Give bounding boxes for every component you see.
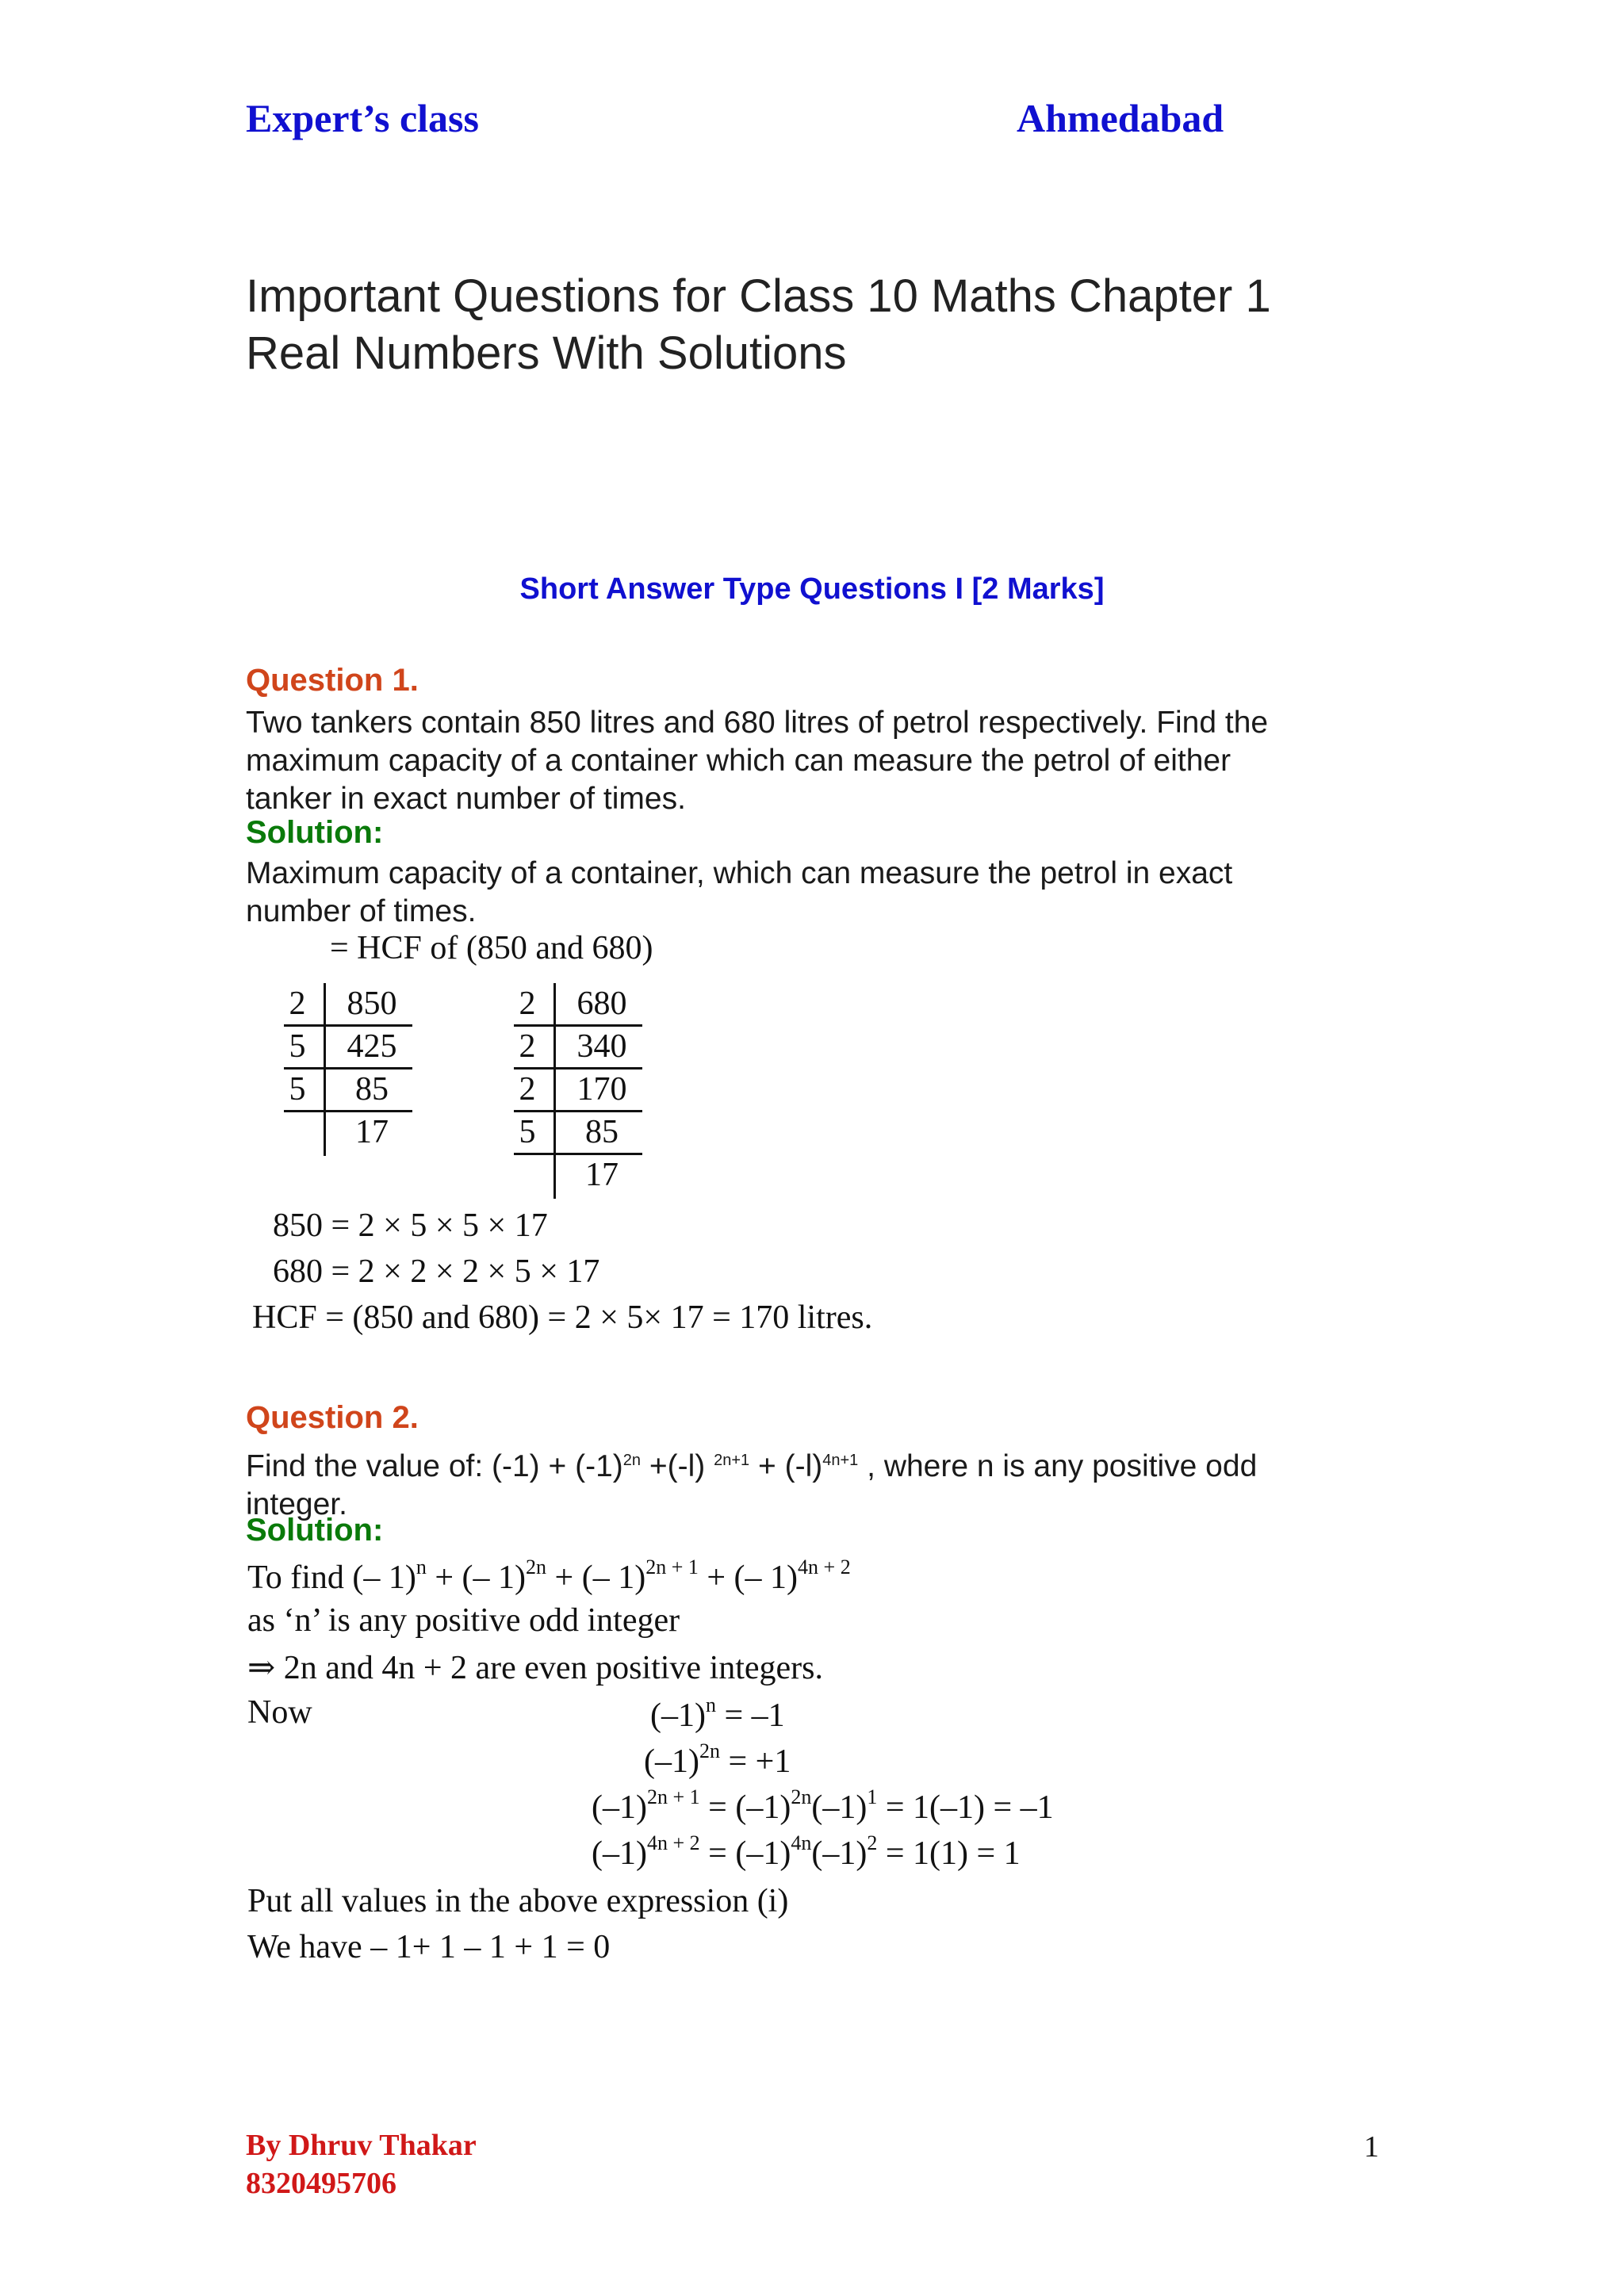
math-exponent: 2n + 1: [645, 1556, 699, 1578]
question-2-heading: Question 2.: [246, 1400, 419, 1435]
solution-1-text: [246, 855, 1594, 931]
ladder-underline: [514, 1153, 642, 1155]
q2-exponent: 4n+1: [822, 1452, 859, 1469]
quotient: 17: [585, 1157, 619, 1193]
question-1-line: Two tankers contain 850 litres and 680 litres of petrol respectively. Find the: [246, 706, 1269, 740]
math-part: = 1(1) = 1: [877, 1835, 1021, 1872]
q2-text-part: Find the value of: (-1) + (-1): [246, 1449, 623, 1483]
q2-exponent: 2n: [622, 1452, 642, 1469]
quotient: 850: [347, 985, 397, 1022]
math-part: (–1): [644, 1743, 699, 1780]
math-exponent: 2n: [699, 1739, 720, 1762]
divisor: 2: [519, 1028, 536, 1065]
ladder-underline: [514, 1067, 642, 1070]
math-exponent: 2n: [526, 1556, 547, 1578]
division-ladder-680: [508, 980, 682, 1202]
equation-2: [644, 1739, 791, 1781]
solution-2-now: Now: [247, 1694, 312, 1731]
factorization-680: 680 = 2 × 2 × 2 × 5 × 17: [273, 1253, 600, 1290]
ladder-underline: [514, 1110, 642, 1112]
ladder-vertical-line: [324, 983, 326, 1156]
solution-2-label: Solution:: [246, 1513, 384, 1548]
math-part: (–1): [592, 1789, 647, 1826]
solution-2-line: ⇒ 2n and 4n + 2 are even positive integers.: [247, 1650, 824, 1686]
q2-text-part: +(-l): [641, 1449, 714, 1483]
math-part: (–1): [811, 1789, 868, 1826]
q2-exponent: 2n+1: [714, 1452, 750, 1469]
divisor: 5: [289, 1071, 306, 1108]
page-title-line1: Important Questions for Class 10 Maths Chapter 1: [246, 270, 1271, 322]
divisor: 5: [519, 1114, 536, 1150]
solution-1-line: number of times.: [246, 894, 477, 928]
header-right: Ahmedabad: [1017, 96, 1224, 140]
page-number: 1: [1364, 2130, 1379, 2164]
math-part: + (– 1): [546, 1559, 646, 1596]
math-part: = 1(–1) = –1: [877, 1789, 1054, 1826]
divisor: 5: [289, 1028, 306, 1065]
math-part: (–1): [592, 1835, 647, 1872]
math-part: + (– 1): [698, 1559, 799, 1596]
ladder-underline: [284, 1067, 412, 1070]
solution-2-find: [247, 1556, 851, 1597]
solution-1-line: Maximum capacity of a container, which can measure the petrol in exact: [246, 856, 1233, 890]
page-title: [246, 268, 1554, 382]
math-exponent: n: [705, 1693, 716, 1716]
ladder-underline: [514, 1024, 642, 1027]
divisor: 2: [289, 985, 306, 1022]
quotient: 425: [347, 1028, 397, 1065]
hcf-result: HCF = (850 and 680) = 2 × 5× 17 = 170 litres.: [252, 1299, 873, 1336]
math-part: + (– 1): [426, 1559, 527, 1596]
math-part: (–1): [650, 1697, 706, 1734]
math-part: To find (– 1): [247, 1559, 416, 1596]
footer-author-name: By Dhruv Thakar: [246, 2129, 477, 2162]
math-part: = +1: [719, 1743, 791, 1780]
math-exponent: 4n: [791, 1831, 812, 1854]
footer-phone: 8320495706: [246, 2167, 396, 2200]
factorization-850: 850 = 2 × 5 × 5 × 17: [273, 1207, 548, 1244]
q2-text-part: , where n is any positive odd: [858, 1449, 1258, 1483]
footer-author: [246, 2126, 477, 2202]
solution-1-label: Solution:: [246, 815, 384, 850]
divisor: 2: [519, 1071, 536, 1108]
math-exponent: 4n + 2: [798, 1556, 851, 1578]
equation-3: [592, 1785, 1054, 1827]
divisor: 2: [519, 985, 536, 1022]
math-exponent: 4n + 2: [646, 1831, 700, 1854]
quotient: 340: [576, 1028, 627, 1065]
q2-text-part: + (-l): [749, 1449, 823, 1483]
math-exponent: 2: [867, 1831, 878, 1854]
ladder-underline: [284, 1024, 412, 1027]
ladder-underline: [284, 1110, 412, 1112]
quotient: 680: [576, 985, 627, 1022]
math-exponent: 2n: [791, 1785, 812, 1808]
question-2-line: [246, 1441, 1610, 1486]
quotient: 85: [355, 1071, 389, 1108]
question-2-line: integer.: [246, 1487, 347, 1521]
page-title-line2: Real Numbers With Solutions: [246, 327, 847, 379]
quotient: 85: [585, 1114, 619, 1150]
math-part: (–1): [811, 1835, 868, 1872]
quotient: 17: [355, 1114, 389, 1150]
quotient: 170: [576, 1071, 627, 1108]
hcf-statement: = HCF of (850 and 680): [330, 930, 653, 966]
division-ladder-850: [278, 980, 452, 1162]
solution-2-line: as ‘n’ is any positive odd integer: [247, 1602, 680, 1639]
math-exponent: 1: [867, 1785, 878, 1808]
math-part: = –1: [715, 1697, 785, 1734]
question-1-heading: Question 1.: [246, 663, 419, 698]
ladder-vertical-line: [553, 983, 556, 1199]
equation-4: [592, 1831, 1021, 1873]
header-left: Expert’s class: [246, 96, 479, 140]
question-1-line: maximum capacity of a container which can measure the petrol of either: [246, 744, 1231, 778]
solution-2-line: Put all values in the above expression (i): [247, 1883, 789, 1919]
math-part: = (–1): [699, 1835, 791, 1872]
question-1-line: tanker in exact number of times.: [246, 782, 686, 816]
solution-2-final: We have – 1+ 1 – 1 + 1 = 0: [247, 1929, 611, 1965]
math-exponent: n: [416, 1556, 427, 1578]
section-heading: Short Answer Type Questions I [2 Marks]: [519, 572, 1105, 606]
question-2-text: [246, 1441, 1610, 1524]
math-exponent: 2n + 1: [646, 1785, 700, 1808]
math-part: = (–1): [699, 1789, 791, 1826]
question-1-text: [246, 704, 1594, 818]
equation-1: [650, 1693, 785, 1735]
